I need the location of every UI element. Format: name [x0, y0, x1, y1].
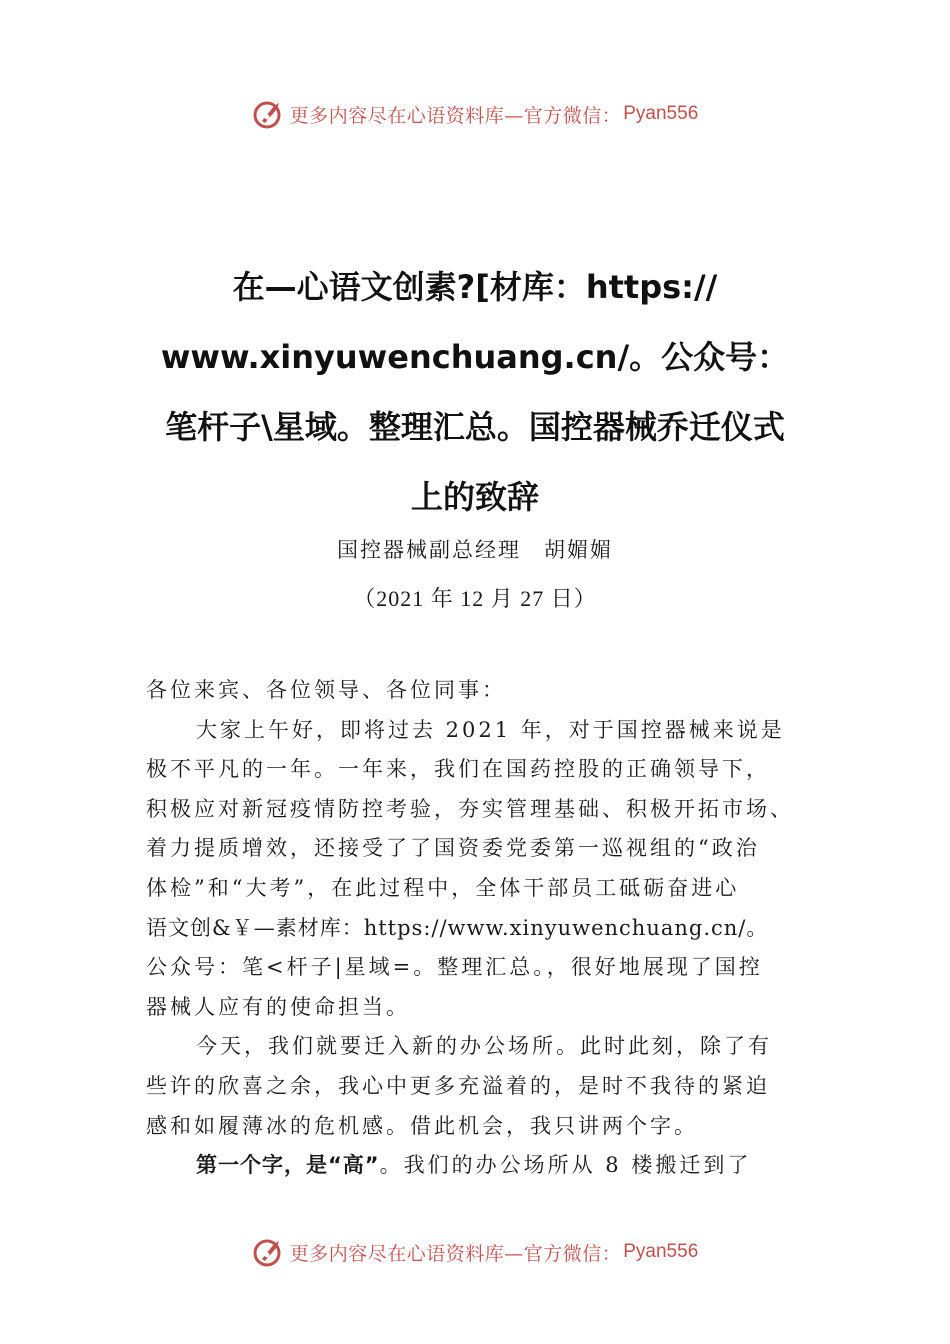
paragraph-line: 今天，我们就要迁入新的办公场所。此时此刻，除了有	[196, 1034, 772, 1059]
date-line: （2021 年 12 月 27 日）	[353, 586, 597, 611]
paragraph-line: 积极应对新冠疫情防控考验，夯实管理基础、积极开拓市场、	[146, 796, 794, 821]
title-line: www.xinyuwenchuang.cn/。公众号：	[160, 338, 790, 376]
paragraph-text: 。我们的办公场所从 8 楼搬迁到了	[379, 1153, 752, 1178]
header-banner-text: 更多内容尽在心语资料库—官方微信：	[289, 104, 622, 127]
paragraph-line: 语文创&￥—素材库：https://www.xinyuwenchuang.cn/。	[146, 915, 769, 940]
paragraph-line: 大家上午好，即将过去 2021 年，对于国控器械来说是	[196, 717, 785, 742]
footer-banner-text: 更多内容尽在心语资料库—官方微信：	[289, 1242, 622, 1265]
paragraph-line: 体检”和“大考”，在此过程中，全体干部员工砥砺奋进心	[146, 875, 740, 900]
section-heading-inline: 第一个字，是“高”	[196, 1153, 380, 1178]
paragraph-line: 公众号：笔<杆子|星域=。整理汇总。，很好地展现了国控	[146, 955, 763, 980]
author-line: 国控器械副总经理 胡媚媚	[337, 538, 613, 562]
title-line: 在—心语文创素?[材库：https://	[232, 268, 718, 306]
paragraph-line: 极不平凡的一年。一年来，我们在国药控股的正确领导下，	[146, 757, 770, 782]
paragraph-line	[146, 1146, 826, 1186]
pen-nib-logo-icon	[252, 1235, 286, 1269]
footer-banner	[0, 1232, 950, 1272]
salutation: 各位来宾、各位领导、各位同事：	[146, 678, 506, 702]
pen-nib-logo-icon	[252, 97, 286, 131]
title-line: 上的致辞	[410, 478, 539, 516]
paragraph-line: 些许的欣喜之余，我心中更多充溢着的，是时不我待的紧迫	[146, 1073, 770, 1098]
speech-body	[146, 671, 826, 1186]
paragraph-line: 着力提质增效，还接受了了国资委党委第一巡视组的“政治	[146, 836, 760, 861]
header-banner	[0, 94, 950, 134]
paragraph-line: 器械人应有的使命担当。	[146, 994, 410, 1019]
paragraph-line: 感和如履薄冰的危机感。借此机会，我只讲两个字。	[146, 1113, 698, 1138]
footer-wechat-id: Pyan556	[623, 1241, 699, 1262]
title-line: 笔杆子\星域。整理汇总。国控器械乔迁仪式	[165, 408, 785, 446]
header-wechat-id: Pyan556	[623, 103, 699, 124]
document-title	[120, 252, 830, 532]
